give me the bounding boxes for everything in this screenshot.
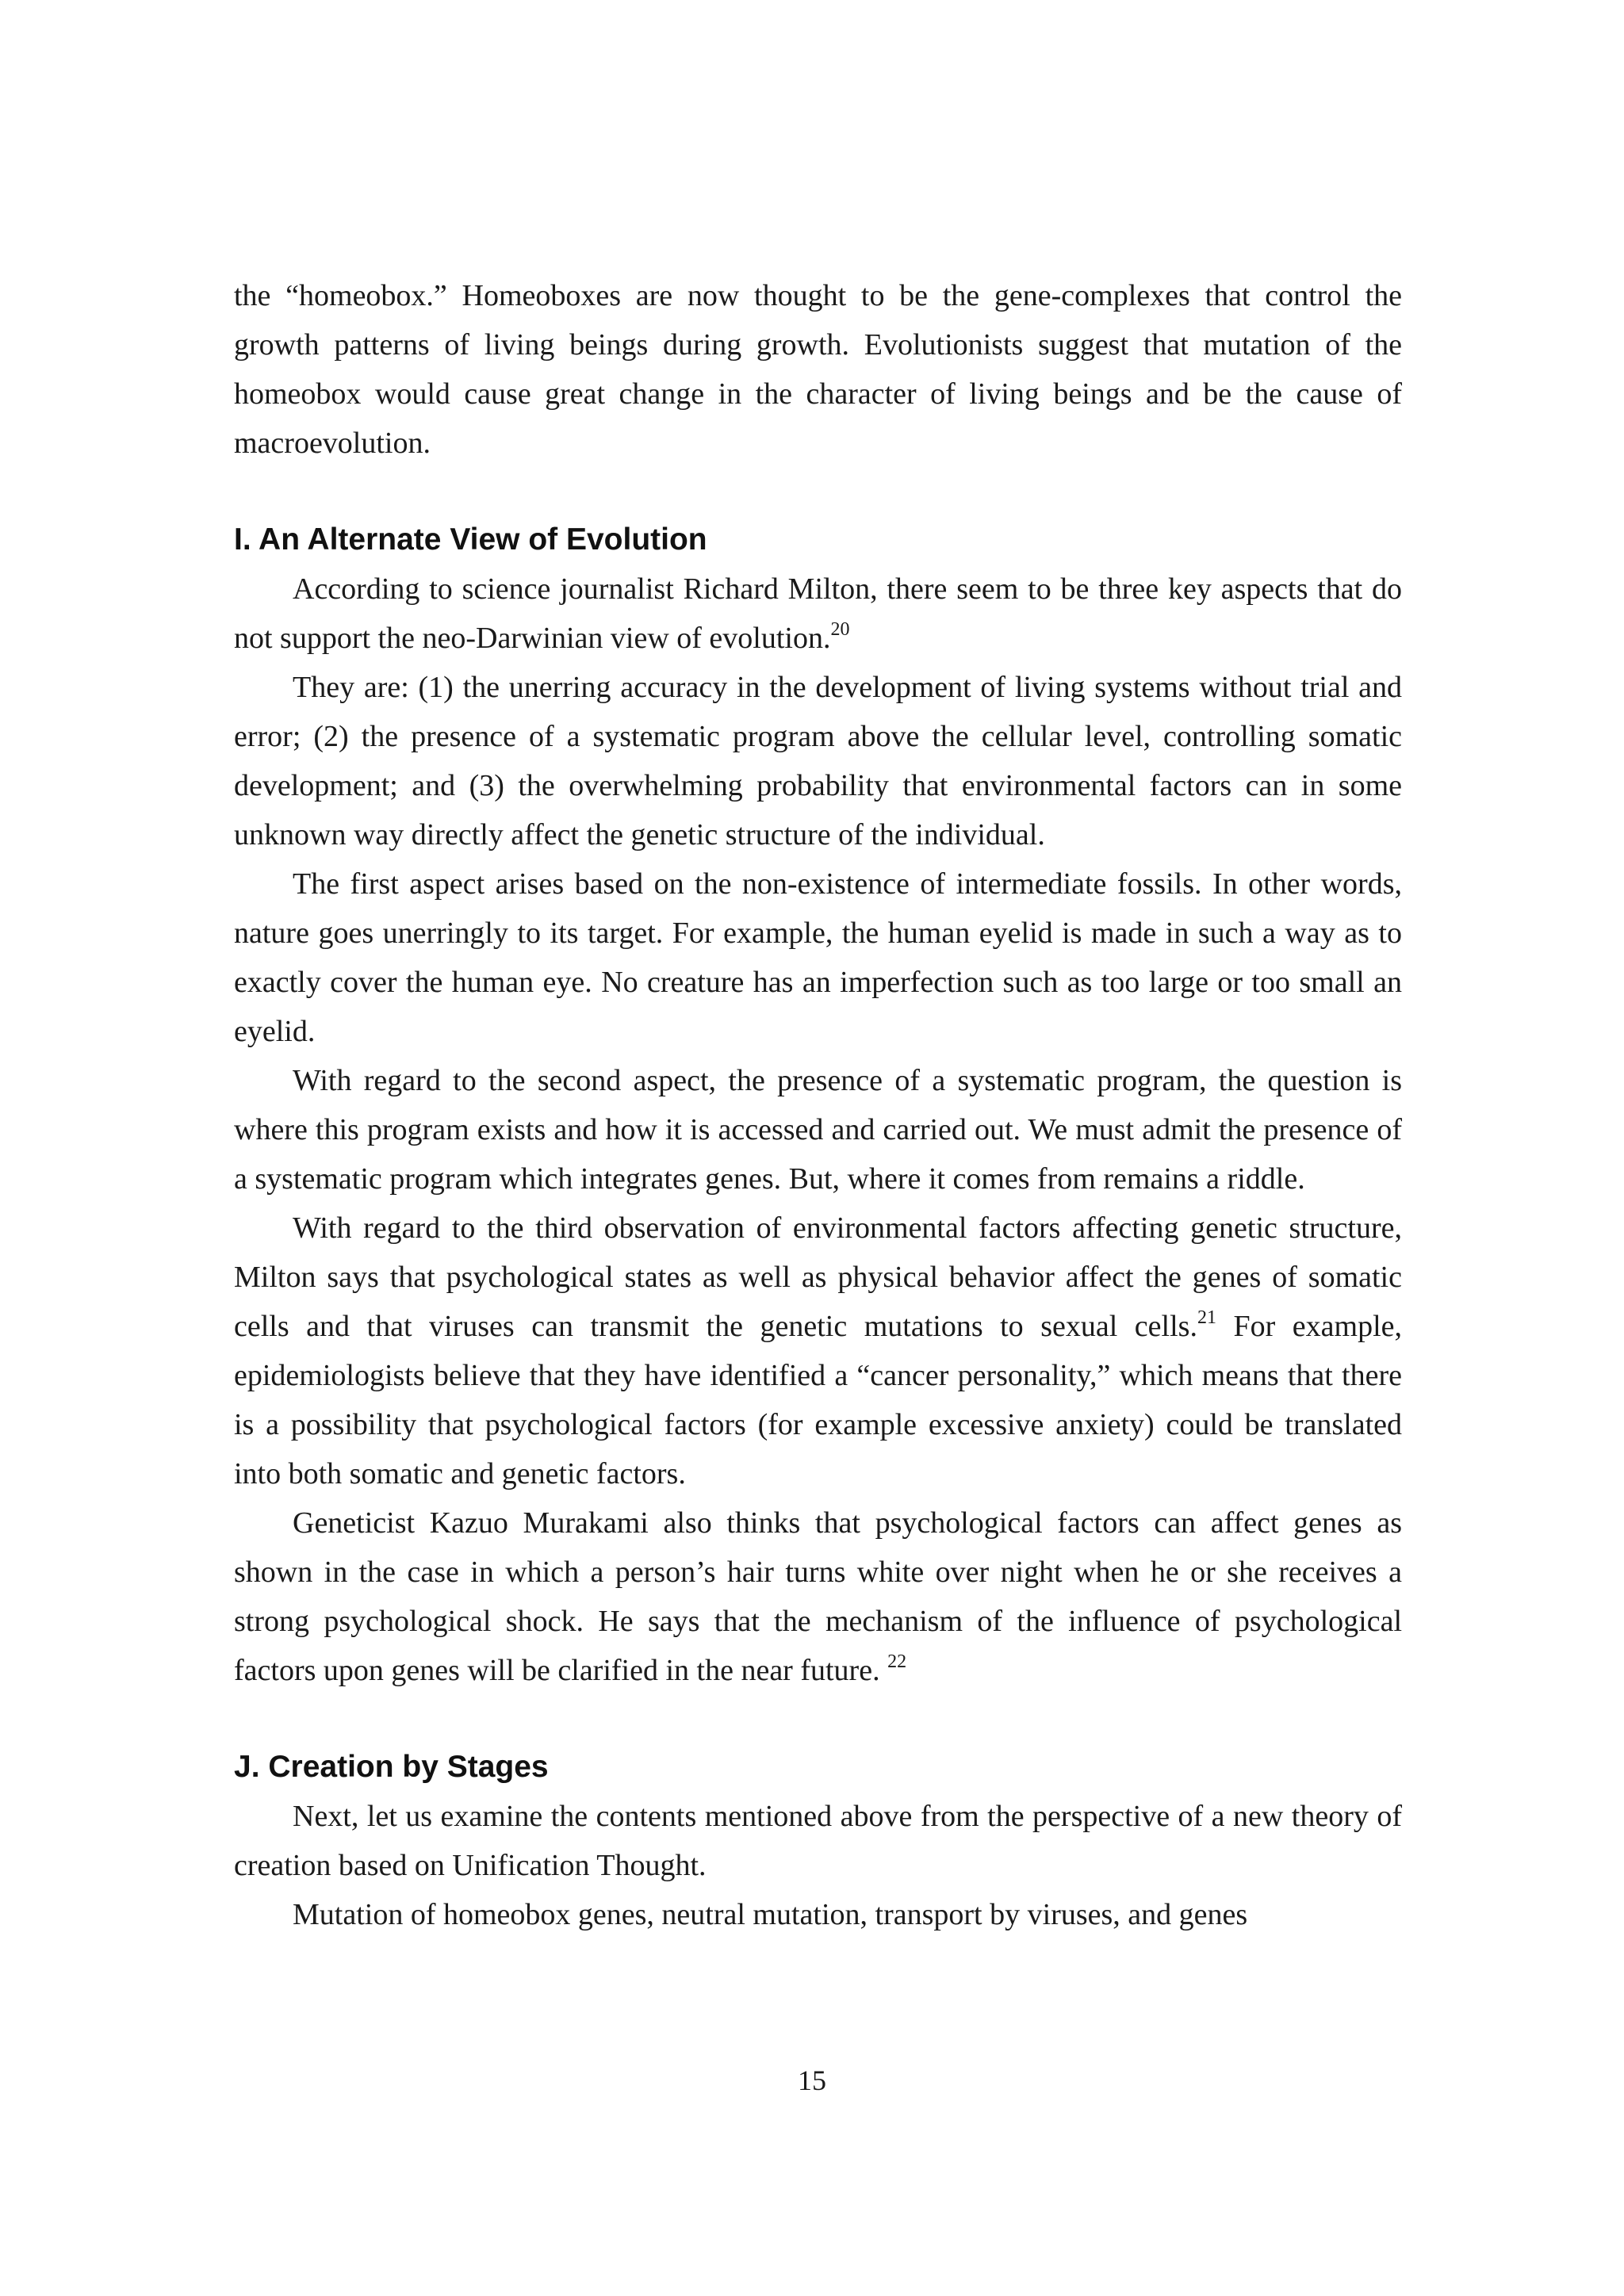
section-i-paragraph-5: With regard to the third observation of environmental factors affecting genetic structure, Milton says that psychological states as well as physical behavior affect the genes of somatic cells and that viruses can transmit the genetic mutations to sexual cells.$^{21}$ For example, epidemiologists believe that they have identified a “cancer personality,” which means that there is a possibility that psychological factors (for example excessive anxiety) could be translated into both somatic and genetic factors.: [234, 1211, 1402, 1490]
page-number: 15: [798, 2064, 826, 2096]
section-j-paragraph-2: Mutation of homeobox genes, neutral mutation, transport by viruses, and genes: [293, 1898, 1248, 1931]
section-i-paragraph-1: According to science journalist Richard Milton, there seem to be three key aspects that do not support the neo-Darwinian view of evolution.$^{20}$: [234, 572, 1402, 655]
section-i-paragraph-3: The first aspect arises based on the non-existence of intermediate fossils. In other words, nature goes unerringly to its target. For example, the human eyelid is made in such a way as to exactly cover the human eye. No creature has an imperfection such as too large or too small an eyelid.: [234, 867, 1402, 1048]
section-heading-i: I. An Alternate View of Evolution: [234, 522, 707, 557]
section-i-paragraph-6: Geneticist Kazuo Murakami also thinks that psychological factors can affect genes as shown in the case in which a person’s hair turns white over night when he or she receives a strong psychological shock. He says that the mechanism of the influence of psychological factors upon genes will be clarified in the near future. $^{22}$: [234, 1506, 1402, 1687]
section-i-paragraph-4: With regard to the second aspect, the presence of a systematic program, the question is where this program exists and how it is accessed and carried out. We must admit the presence of a systematic program which integrates genes. But, where it comes from remains a riddle.: [234, 1064, 1402, 1196]
section-i-paragraph-2: They are: (1) the unerring accuracy in the development of living systems without trial and error; (2) the presence of a systematic program above the cellular level, controlling somatic development; and (3) the overwhelming probability that environmental factors can in some unknown way directly affect the genetic structure of the individual.: [234, 671, 1402, 851]
footnote-ref-22[interactable]: 22: [887, 1651, 907, 1673]
footnote-ref-21[interactable]: 21: [1197, 1307, 1216, 1329]
footnote-ref-20[interactable]: 20: [830, 619, 850, 641]
body-text: [234, 271, 1402, 1939]
section-j-paragraph-1: Next, let us examine the contents mentioned above from the perspective of a new theory of creation based on Unification Thought.: [234, 1800, 1402, 1882]
section-heading-j: J. Creation by Stages: [234, 1750, 549, 1784]
intro-paragraph: the “homeobox.” Homeoboxes are now thought to be the gene-complexes that control the growth patterns of living beings during growth. Evolutionists suggest that mutation of the homeobox would cause great change in the character of living beings and be the cause of macroevolution.: [234, 279, 1402, 460]
